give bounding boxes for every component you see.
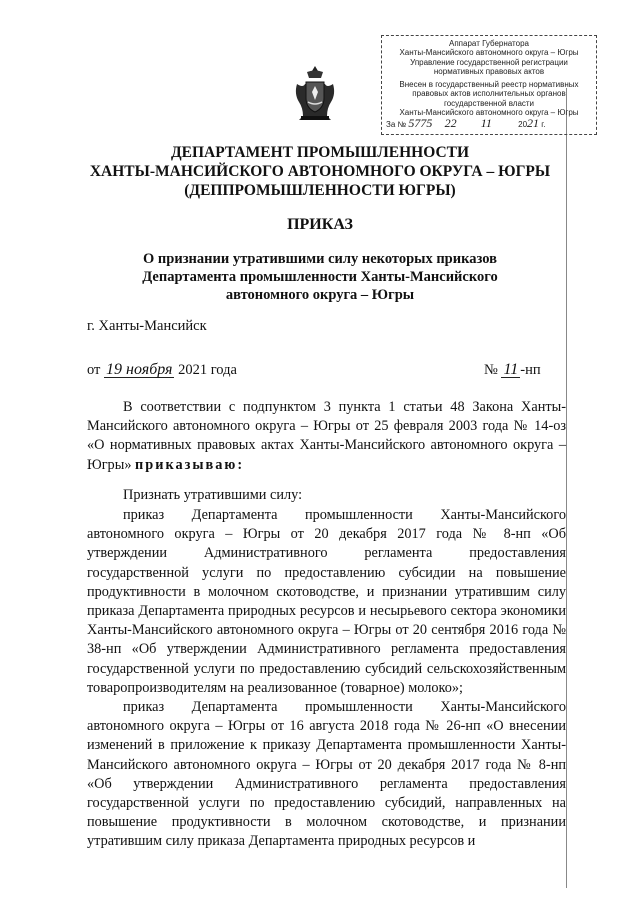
stamp-line: Ханты-Мансийского автономного округа – Югры — [399, 48, 579, 58]
registration-stamp — [381, 35, 597, 135]
date-handwritten: 19 ноября — [106, 361, 173, 378]
order-number-line — [484, 362, 541, 379]
order-verb: приказываю: — [135, 456, 245, 473]
city-line: г. Ханты-Мансийск — [87, 318, 207, 334]
order-title: ПРИКАЗ — [287, 216, 353, 233]
preamble-paragraph — [87, 398, 566, 475]
date-prefix: от — [87, 362, 101, 378]
stamp-reg-day: 22 — [444, 119, 457, 130]
stamp-line: Управление государственной регистрации — [410, 57, 568, 67]
order-subject — [60, 250, 580, 304]
department-abbrev-line: (ДЕППРОМЫШЛЕННОСТИ ЮГРЫ) — [184, 182, 456, 199]
stamp-line: Аппарат Губернатора — [449, 39, 529, 48]
stamp-line: Внесен в государственный реестр нормативных — [399, 80, 579, 90]
subject-line: О признании утратившими силу некоторых приказов — [143, 251, 497, 267]
stamp-line: нормативных правовых актов — [433, 66, 545, 76]
stamp-reg-suffix: г. — [541, 120, 546, 130]
repealed-order-item: приказ Департамента промышленности Ханты-Мансийского автономного округа – Югры от 20 декабря 2017 года № 8-нп «Об утверждении Административного регламента предоставления государственной услуги по предоставлению субсидии на повышение продуктивности в молочном скотоводстве, и признании утратившим силу приказа Департамента природных ресурсов и несырьевого сектора экономики Ханты-Мансийского автономного округа – Югры от 20 сентября 2016 года № 38-нп «Об утверждении Административного регламента предоставления государственной услуги по предоставлению субсидий сельскохозяйственным товаропроизводителям на реализованное (товарное) молоко»; — [87, 507, 566, 696]
stamp-registration-line — [386, 119, 592, 129]
stamp-line: правовых актов исполнительных органов — [412, 89, 566, 99]
coat-of-arms-icon — [293, 64, 337, 124]
preamble-text: В соответствии с подпунктом 3 пункта 1 статьи 48 Закона Ханты-Мансийского автономного округа – Югры от 25 февраля 2003 года № 14-оз «О нормативных правовых актах Ханты-Мансийского автономного округа – Югры» — [87, 399, 566, 473]
repealed-order-item: приказ Департамента промышленности Ханты-Мансийского автономного округа – Югры от 16 августа 2018 года № 26-нп «О внесении изменений в приложение к приказу Департамента промышленности Ханты-Мансийского автономного округа – Югры от 20 декабря 2017 года № 8-нп «Об утверждении Административного регламента предоставления государственной услуги по предоставлению субсидий, направленных на повышение продуктивности в молочном скотоводстве, и признании утратившим силу приказа Департамента природных ресурсов и — [87, 699, 566, 850]
number-prefix: № — [484, 362, 498, 378]
repeal-intro-paragraph: Признать утратившими силу: — [123, 487, 303, 503]
stamp-reg-prefix: За № — [386, 120, 407, 130]
date-suffix: 2021 года — [178, 362, 237, 378]
scan-artifact-line — [566, 88, 567, 888]
stamp-reg-month: 11 — [480, 119, 492, 130]
department-name-line: ХАНТЫ-МАНСИЙСКОГО АВТОНОМНОГО ОКРУГА – ЮГРЫ — [89, 163, 551, 180]
subject-line: Департамента промышленности Ханты-Мансийского — [142, 269, 498, 285]
department-heading — [60, 143, 580, 200]
date-line — [87, 362, 237, 379]
stamp-line: государственной власти — [443, 98, 535, 108]
number-handwritten: 11 — [503, 361, 519, 378]
number-suffix: -нп — [520, 362, 541, 378]
stamp-reg-number: 5775 — [408, 119, 433, 130]
stamp-line: Ханты-Мансийского автономного округа – Югры — [399, 108, 579, 118]
subject-line: автономного округа – Югры — [225, 287, 415, 303]
stamp-reg-year: 21 — [527, 119, 540, 130]
stamp-reg-year-prefix: 20 — [518, 120, 528, 130]
department-name-line: ДЕПАРТАМЕНТ ПРОМЫШЛЕННОСТИ — [170, 144, 470, 161]
